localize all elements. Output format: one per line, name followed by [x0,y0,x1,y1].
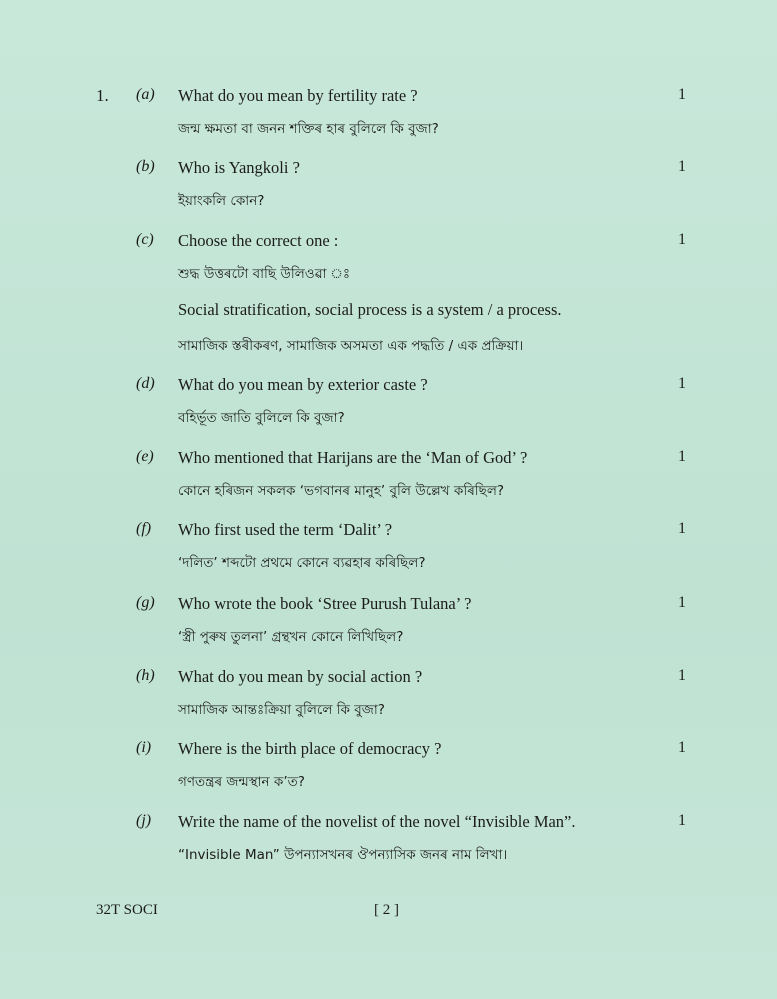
question-text-bn: ‘স্ত্ৰী পুৰুষ তুলনা’ গ্ৰন্থখন কোনে লিখিছিল? [178,629,404,645]
question-item-a [0,86,777,156]
question-marks: 1 [678,158,686,175]
question-letter: (b) [136,158,155,175]
question-text-en: What do you mean by social action ? [178,667,423,686]
question-letter: (i) [136,739,152,756]
question-text-en: Who mentioned that Harijans are the ‘Man of God’ ? [178,448,528,467]
question-item-c [0,231,777,301]
question-marks: 1 [678,375,686,392]
question-text-en: What do you mean by exterior caste ? [178,375,428,394]
question-marks: 1 [678,520,686,537]
question-text-bn: শুদ্ধ উত্তৰটো বাছি উলিওৱা ঃ [178,266,351,282]
question-text-en: Write the name of the novelist of the novel “Invisible Man”. [178,812,576,831]
question-letter: (e) [136,448,154,465]
question-c-statement-bn: সামাজিক স্তৰীকৰণ, সামাজিক অসমতা এক পদ্ধতি / এক প্ৰক্ৰিয়া। [178,338,524,354]
question-marks: 1 [678,86,686,103]
question-marks: 1 [678,448,686,465]
question-marks: 1 [678,594,686,611]
question-text-bn: “Invisible Man” উপন্যাসখনৰ ঔপন্যাসিক জনৰ নাম লিখা। [178,847,508,863]
question-text-en: What do you mean by fertility rate ? [178,86,418,105]
question-text-en: Where is the birth place of democracy ? [178,739,442,758]
question-item-e [0,448,777,518]
question-text-en: Choose the correct one : [178,231,339,250]
question-letter: (a) [136,86,155,103]
question-item-h [0,667,777,737]
question-text-en: Who is Yangkoli ? [178,158,300,177]
question-letter: (c) [136,231,154,248]
question-text-en: Who wrote the book ‘Stree Purush Tulana’ ? [178,594,472,613]
question-text-en: Who first used the term ‘Dalit’ ? [178,520,393,539]
question-letter: (f) [136,520,152,537]
question-marks: 1 [678,739,686,756]
question-number: 1. [96,86,109,105]
question-item-f [0,520,777,590]
question-item-j [0,812,777,882]
question-text-bn: গণতন্ত্ৰৰ জন্মস্থান ক’ত? [178,774,305,790]
question-text-bn: কোনে হৰিজন সকলক ‘ভগবানৰ মানুহ’ বুলি উল্লেখ কৰিছিল? [178,483,505,499]
question-text-bn: বহিৰ্ভূত জাতি বুলিলে কি বুজা? [178,410,345,426]
question-marks: 1 [678,812,686,829]
question-letter: (j) [136,812,152,829]
question-letter: (g) [136,594,155,611]
paper-code: 32T SOCI [96,902,158,918]
question-text-bn: জন্ম ক্ষমতা বা জনন শক্তিৰ হাৰ বুলিলে কি বুজা? [178,121,439,137]
question-text-bn: ‘দলিত’ শব্দটো প্ৰথমে কোনে ব্যৱহাৰ কৰিছিল? [178,555,426,571]
question-marks: 1 [678,667,686,684]
question-item-g [0,594,777,664]
question-text-bn: সামাজিক আন্তঃক্ৰিয়া বুলিলে কি বুজা? [178,702,385,718]
page-number: [ 2 ] [374,902,399,918]
question-text-bn: ইয়াংকলি কোন? [178,193,265,209]
question-letter: (d) [136,375,155,392]
question-item-b [0,158,777,228]
question-c-statement-en: Social stratification, social process is a system / a process. [178,300,562,319]
question-item-d [0,375,777,445]
question-marks: 1 [678,231,686,248]
question-letter: (h) [136,667,155,684]
question-item-i [0,739,777,809]
